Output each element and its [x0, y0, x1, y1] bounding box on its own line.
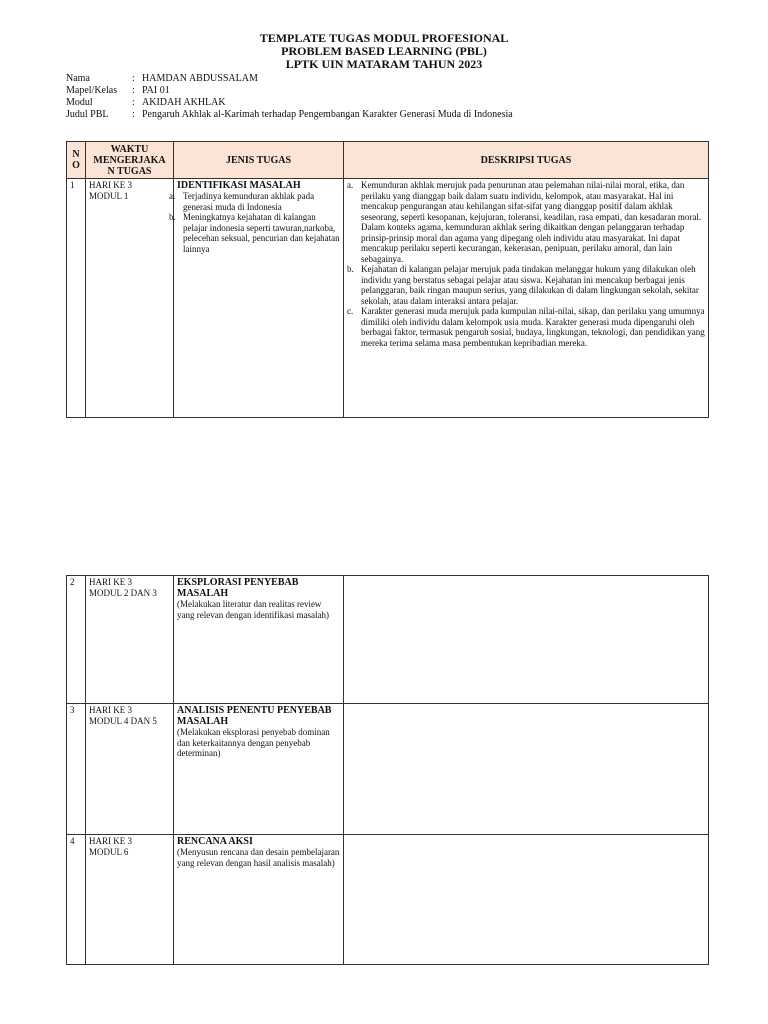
- waktu-line: HARI KE 3: [89, 836, 132, 846]
- header-jenis: JENIS TUGAS: [174, 142, 344, 179]
- row-deskripsi: [344, 576, 709, 704]
- meta-value: HAMDAN ABDUSSALAM: [142, 73, 258, 84]
- meta-row-mapel: Mapel/Kelas : PAI 01: [66, 85, 170, 96]
- jenis-title: EKSPLORASI PENYEBAB MASALAH: [177, 577, 299, 599]
- jenis-title: IDENTIFIKASI MASALAH: [177, 180, 301, 191]
- table-row: [67, 179, 709, 418]
- table-row: [67, 835, 709, 965]
- meta-label: Modul: [66, 97, 93, 108]
- doc-title-line-3: LPTK UIN MATARAM TAHUN 2023: [285, 57, 483, 71]
- waktu-line: MODUL 6: [89, 846, 129, 857]
- task-table-1: [66, 141, 709, 418]
- list-item: a. Terjadinya kemunduran akhlak pada generasi muda di Indonesia: [169, 191, 315, 212]
- waktu-line: HARI KE 3: [89, 577, 132, 587]
- waktu-line: MODUL 1: [89, 190, 129, 201]
- row-jenis: [174, 704, 344, 835]
- row-deskripsi: [344, 179, 709, 418]
- doc-title-line-2: PROBLEM BASED LEARNING (PBL): [281, 44, 487, 58]
- row-waktu: [86, 179, 174, 418]
- waktu-line: MODUL 4 DAN 5: [89, 715, 157, 726]
- header-waktu: WAKTU MENGERJAKA N TUGAS: [86, 142, 174, 179]
- jenis-desc: (Melakukan literatur dan realitas review yang relevan dengan identifikasi masalah): [177, 599, 329, 620]
- table-row: [67, 576, 709, 704]
- row-no: 2: [67, 576, 86, 704]
- row-no: 1: [67, 179, 86, 418]
- row-jenis: [169, 179, 344, 418]
- row-deskripsi: [344, 835, 709, 965]
- list-item: b. Meningkatnya kejahatan di kalangan pelajar indonesia seperti tawuran,narkoba, pelecehan seksual, pencurian dan kejahatan lainnya: [169, 212, 340, 254]
- waktu-line: HARI KE 3: [89, 180, 132, 190]
- list-item: c. Karakter generasi muda merujuk pada kumpulan nilai-nilai, sikap, dan perilaku yang umumnya dimiliki oleh individu dalam kelompok usia muda. Karakter generasi muda dipengaruhi oleh berbagai faktor, termasuk pengaruh sosial, budaya, lingkungan, teknologi, dan pendidikan yang mereka terima selama masa pembentukan kepribadian mereka.: [347, 306, 705, 348]
- meta-value: AKIDAH AKHLAK: [142, 97, 226, 108]
- doc-title-line-1: TEMPLATE TUGAS MODUL PROFESIONAL: [259, 31, 509, 45]
- jenis-desc: (Melakukan eksplorasi penyebab dominan dan keterkaitannya dengan penyebab determinan): [177, 727, 330, 758]
- row-no: 4: [67, 835, 86, 965]
- waktu-line: MODUL 2 DAN 3: [89, 587, 157, 598]
- meta-label: Judul PBL: [66, 109, 109, 120]
- table-row: [67, 704, 709, 835]
- list-item: b. Kejahatan di kalangan pelajar merujuk pada tindakan melanggar hukum yang dilakukan oleh individu yang berstatus sebagai pelajar atau siswa. Kejahatan ini mencakup berbagai jenis pelanggaran, baik ringan maupun serius, yang dilakukan di dalam lingkungan sekolah, sekitar sekolah, atau dalam interaksi antara pelajar.: [347, 264, 699, 306]
- meta-block: [66, 73, 513, 121]
- header-no: N O: [67, 142, 86, 179]
- row-jenis: [174, 835, 344, 965]
- row-jenis: [174, 576, 344, 704]
- table-header-row: [67, 142, 709, 179]
- meta-row-nama: Nama : HAMDAN ABDUSSALAM: [66, 73, 258, 84]
- meta-label: Nama: [66, 73, 90, 84]
- row-waktu: [86, 576, 174, 704]
- waktu-line: HARI KE 3: [89, 705, 132, 715]
- task-table-2: [66, 575, 709, 965]
- row-waktu: [86, 835, 174, 965]
- header-deskripsi: DESKRIPSI TUGAS: [344, 142, 709, 179]
- meta-value: Pengaruh Akhlak al-Karimah terhadap Pengembangan Karakter Generasi Muda di Indonesia: [142, 109, 513, 120]
- list-item: a. Kemunduran akhlak merujuk pada penurunan atau pelemahan nilai-nilai moral, etika, dan perilaku yang dianggap baik dalam suatu individu, kelompok, atau masyarakat. Hal ini mencakup pengurangan atau kehilangan sifat-sifat yang dianggap positif dalam akhlak seseorang, seperti kesopanan, kejujuran, toleransi, keadilan, rasa empati, dan kesadaran moral. Dalam konteks agama, kemunduran akhlak sering dikaitkan dengan pelanggaran terhadap prinsip-prinsip moral dan agama yang dipegang oleh individu atau masyarakat. Ini dapat mencakup perilaku seperti kecurangan, kekerasan, penipuan, perilaku amoral, dan lain sebagainya.: [347, 180, 702, 264]
- jenis-title: ANALISIS PENENTU PENYEBAB MASALAH: [177, 705, 332, 727]
- meta-value: PAI 01: [142, 85, 170, 96]
- row-waktu: [86, 704, 174, 835]
- row-no: 3: [67, 704, 86, 835]
- row-deskripsi: [344, 704, 709, 835]
- meta-row-modul: Modul : AKIDAH AKHLAK: [66, 97, 226, 108]
- meta-row-judul: Judul PBL : Pengaruh Akhlak al-Karimah terhadap Pengembangan Karakter Generasi Muda di Indonesia: [66, 109, 513, 120]
- meta-label: Mapel/Kelas: [66, 85, 118, 96]
- jenis-desc: (Menyusun rencana dan desain pembelajaran yang relevan dengan hasil analisis masalah): [177, 847, 340, 868]
- jenis-title: RENCANA AKSI: [177, 836, 253, 847]
